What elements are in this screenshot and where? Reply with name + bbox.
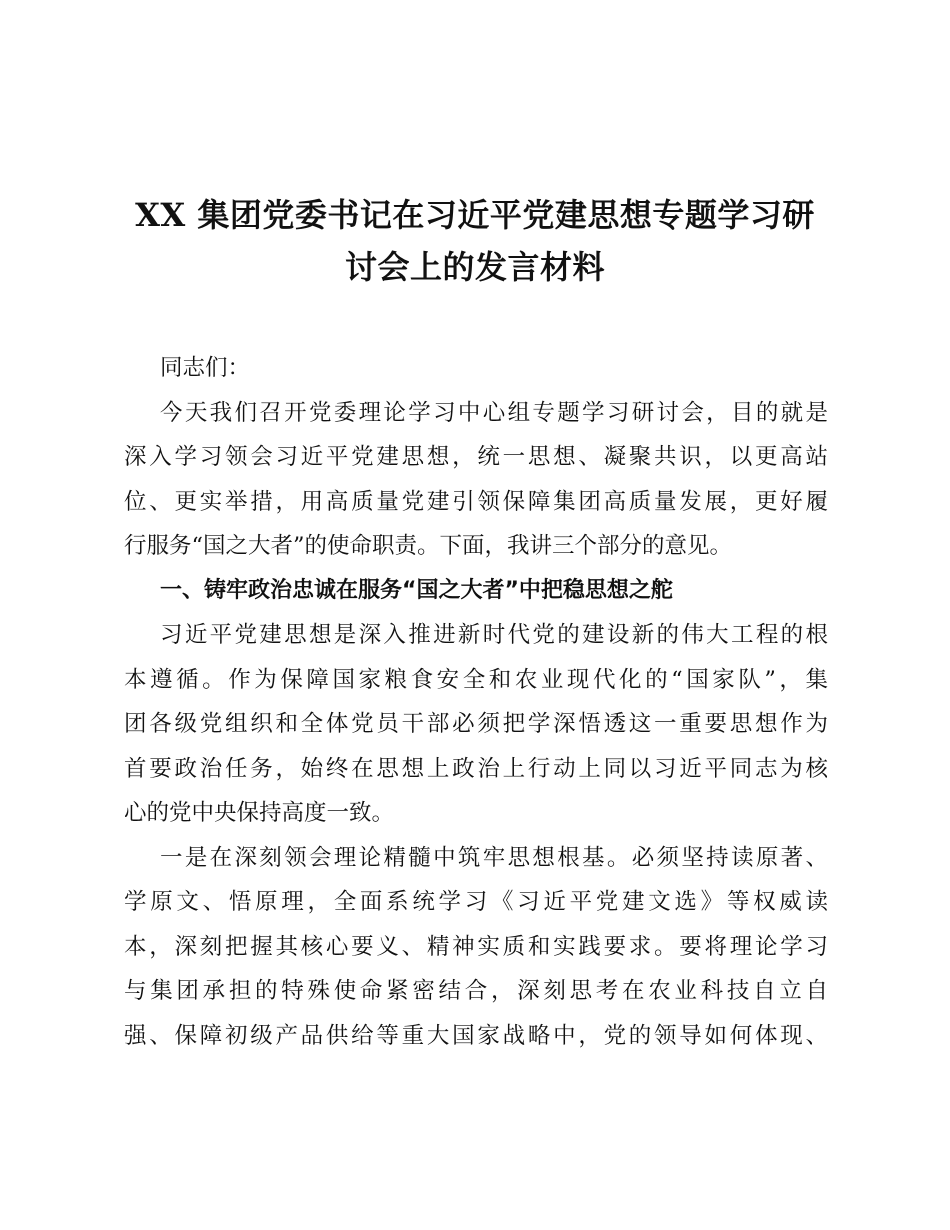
- text-line: 行服务“国之大者”的使命职责。下面，我讲三个部分的意见。: [124, 533, 733, 559]
- text-line: 首要政治任务，始终在思想上政治上行动上同以习近平同志为核: [124, 755, 828, 782]
- text-line: 与集团承担的特殊使命紧密结合，深刻思考在农业科技自立自: [124, 978, 828, 1004]
- text-line: 今天我们召开党委理论学习中心组专题学习研讨会，目的就是: [160, 399, 828, 426]
- section-heading-1: 一、铸牢政治忠诚在服务“国之大者”中把稳思想之舵: [160, 577, 673, 603]
- intro-paragraph: [124, 391, 828, 569]
- text-line: 心的党中央保持高度一致。: [124, 800, 395, 826]
- text-line: 本遵循。作为保障国家粮食安全和农业现代化的“国家队”，集: [124, 666, 828, 693]
- document-body: [124, 346, 828, 1058]
- text-line: 一是在深刻领会理论精髓中筑牢思想根基。必须坚持读原著、: [160, 844, 828, 871]
- text-line: 本，深刻把握其核心要义、精神实质和实践要求。要将理论学习: [124, 933, 828, 960]
- title-line-2: 讨会上的发言材料: [344, 248, 605, 287]
- salutation: [124, 346, 828, 391]
- text-line: 习近平党建思想是深入推进新时代党的建设新的伟大工程的根: [160, 622, 828, 648]
- text-line: 团各级党组织和全体党员干部必须把学深悟透这一重要思想作为: [124, 711, 828, 737]
- text-line: 学原文、悟原理，全面系统学习《习近平党建文选》等权威读: [124, 889, 828, 915]
- text-line: 位、更实举措，用高质量党建引领保障集团高质量发展，更好履: [124, 488, 828, 515]
- salutation-text: 同志们：: [160, 355, 251, 381]
- text-line: 强、保障初级产品供给等重大国家战略中，党的领导如何体现、: [124, 1022, 828, 1049]
- title-line-1: XX 集团党委书记在习近平党建思想专题学习研: [135, 196, 815, 235]
- document-title: [110, 189, 840, 293]
- section-1-paragraph: [124, 613, 828, 836]
- text-line: 深入学习领会习近平党建思想，统一思想、凝聚共识，以更高站: [124, 444, 828, 470]
- point-1-paragraph: [124, 836, 828, 1059]
